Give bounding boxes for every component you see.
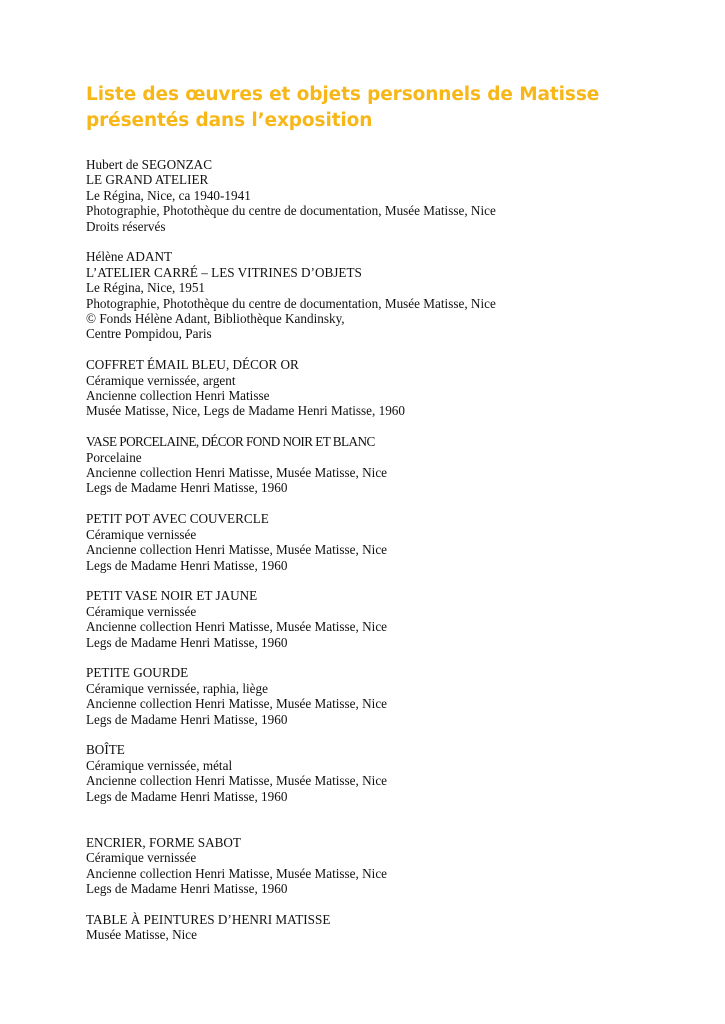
entry-title: BOÎTE: [86, 742, 125, 758]
list-item-petit-vase-noir-jaune: [86, 588, 686, 650]
entry-artist: Hubert de SEGONZAC: [86, 157, 212, 172]
entry-provenance: Ancienne collection Henri Matisse, Musée Matisse, Nice: [86, 465, 388, 481]
list-item-boite: [86, 742, 686, 804]
entry-place-date: Le Régina, Nice, ca 1940-1941: [86, 187, 251, 203]
entry-medium-source: Photographie, Photothèque du centre de documentation, Musée Matisse, Nice: [86, 203, 496, 219]
entry-artist: Hélène ADANT: [86, 249, 173, 265]
entry-medium: Céramique vernissée, raphia, liège: [86, 680, 268, 696]
entry-medium: Céramique vernissée: [86, 603, 197, 619]
entry-provenance: Ancienne collection Henri Matisse: [86, 388, 270, 404]
entry-collection: Legs de Madame Henri Matisse, 1960: [86, 634, 288, 650]
entry-medium: Porcelaine: [86, 449, 142, 465]
list-item-petit-pot-couvercle: [86, 511, 686, 573]
entry-collection: Legs de Madame Henri Matisse, 1960: [86, 557, 288, 573]
entry-place-date: Le Régina, Nice, 1951: [86, 280, 206, 296]
entry-credit: Droits réservés: [86, 218, 166, 234]
entry-title: ENCRIER, FORME SABOT: [86, 834, 241, 850]
entry-collection: Legs de Madame Henri Matisse, 1960: [86, 880, 288, 896]
entry-medium: Céramique vernissée: [86, 526, 197, 542]
list-item-segonzac-grand-atelier: [86, 157, 686, 234]
entry-medium: Céramique vernissée, métal: [86, 757, 233, 773]
entry-provenance: Ancienne collection Henri Matisse, Musée Matisse, Nice: [86, 773, 388, 789]
entry-credit-continued: Centre Pompidou, Paris: [86, 326, 212, 342]
list-item-adant-atelier-carre: [86, 249, 686, 341]
document-title: [86, 82, 686, 134]
title-line-2: présentés dans l’exposition: [86, 110, 373, 131]
list-item-petite-gourde: [86, 665, 686, 727]
entry-provenance: Ancienne collection Henri Matisse, Musée Matisse, Nice: [86, 619, 388, 635]
entry-collection: Musée Matisse, Nice, Legs de Madame Henri Matisse, 1960: [86, 403, 405, 419]
entry-collection: Legs de Madame Henri Matisse, 1960: [86, 711, 288, 727]
entry-medium: Céramique vernissée, argent: [86, 372, 236, 388]
works-list: [86, 157, 686, 943]
list-item-encrier-forme-sabot: [86, 835, 686, 897]
list-item-vase-porcelaine: [86, 434, 686, 496]
entry-collection: Legs de Madame Henri Matisse, 1960: [86, 788, 288, 804]
list-item-table-a-peintures: [86, 912, 686, 943]
document-page: [86, 82, 686, 943]
entry-title: PETITE GOURDE: [86, 665, 189, 681]
entry-title: COFFRET ÉMAIL BLEU, DÉCOR OR: [86, 357, 299, 373]
entry-medium-source: Photographie, Photothèque du centre de documentation, Musée Matisse, Nice: [86, 295, 496, 311]
entry-title: PETIT VASE NOIR ET JAUNE: [86, 588, 258, 604]
entry-collection: Musée Matisse, Nice: [86, 927, 197, 943]
entry-provenance: Ancienne collection Henri Matisse, Musée Matisse, Nice: [86, 696, 388, 712]
entry-title: VASE PORCELAINE, DÉCOR FOND NOIR ET BLANC: [86, 434, 375, 450]
entry-title: LE GRAND ATELIER: [86, 172, 209, 188]
list-item-coffret-email-bleu: [86, 357, 686, 419]
entry-title: TABLE À PEINTURES D’HENRI MATISSE: [86, 911, 331, 927]
entry-title: PETIT POT AVEC COUVERCLE: [86, 511, 269, 527]
title-line-1: Liste des œuvres et objets personnels de Matisse: [86, 84, 600, 105]
entry-provenance: Ancienne collection Henri Matisse, Musée Matisse, Nice: [86, 865, 388, 881]
entry-medium: Céramique vernissée: [86, 850, 197, 866]
entry-title: L’ATELIER CARRÉ – LES VITRINES D’OBJETS: [86, 264, 362, 280]
entry-collection: Legs de Madame Henri Matisse, 1960: [86, 480, 288, 496]
entry-credit: © Fonds Hélène Adant, Bibliothèque Kandinsky,: [86, 311, 345, 327]
entry-provenance: Ancienne collection Henri Matisse, Musée Matisse, Nice: [86, 542, 388, 558]
